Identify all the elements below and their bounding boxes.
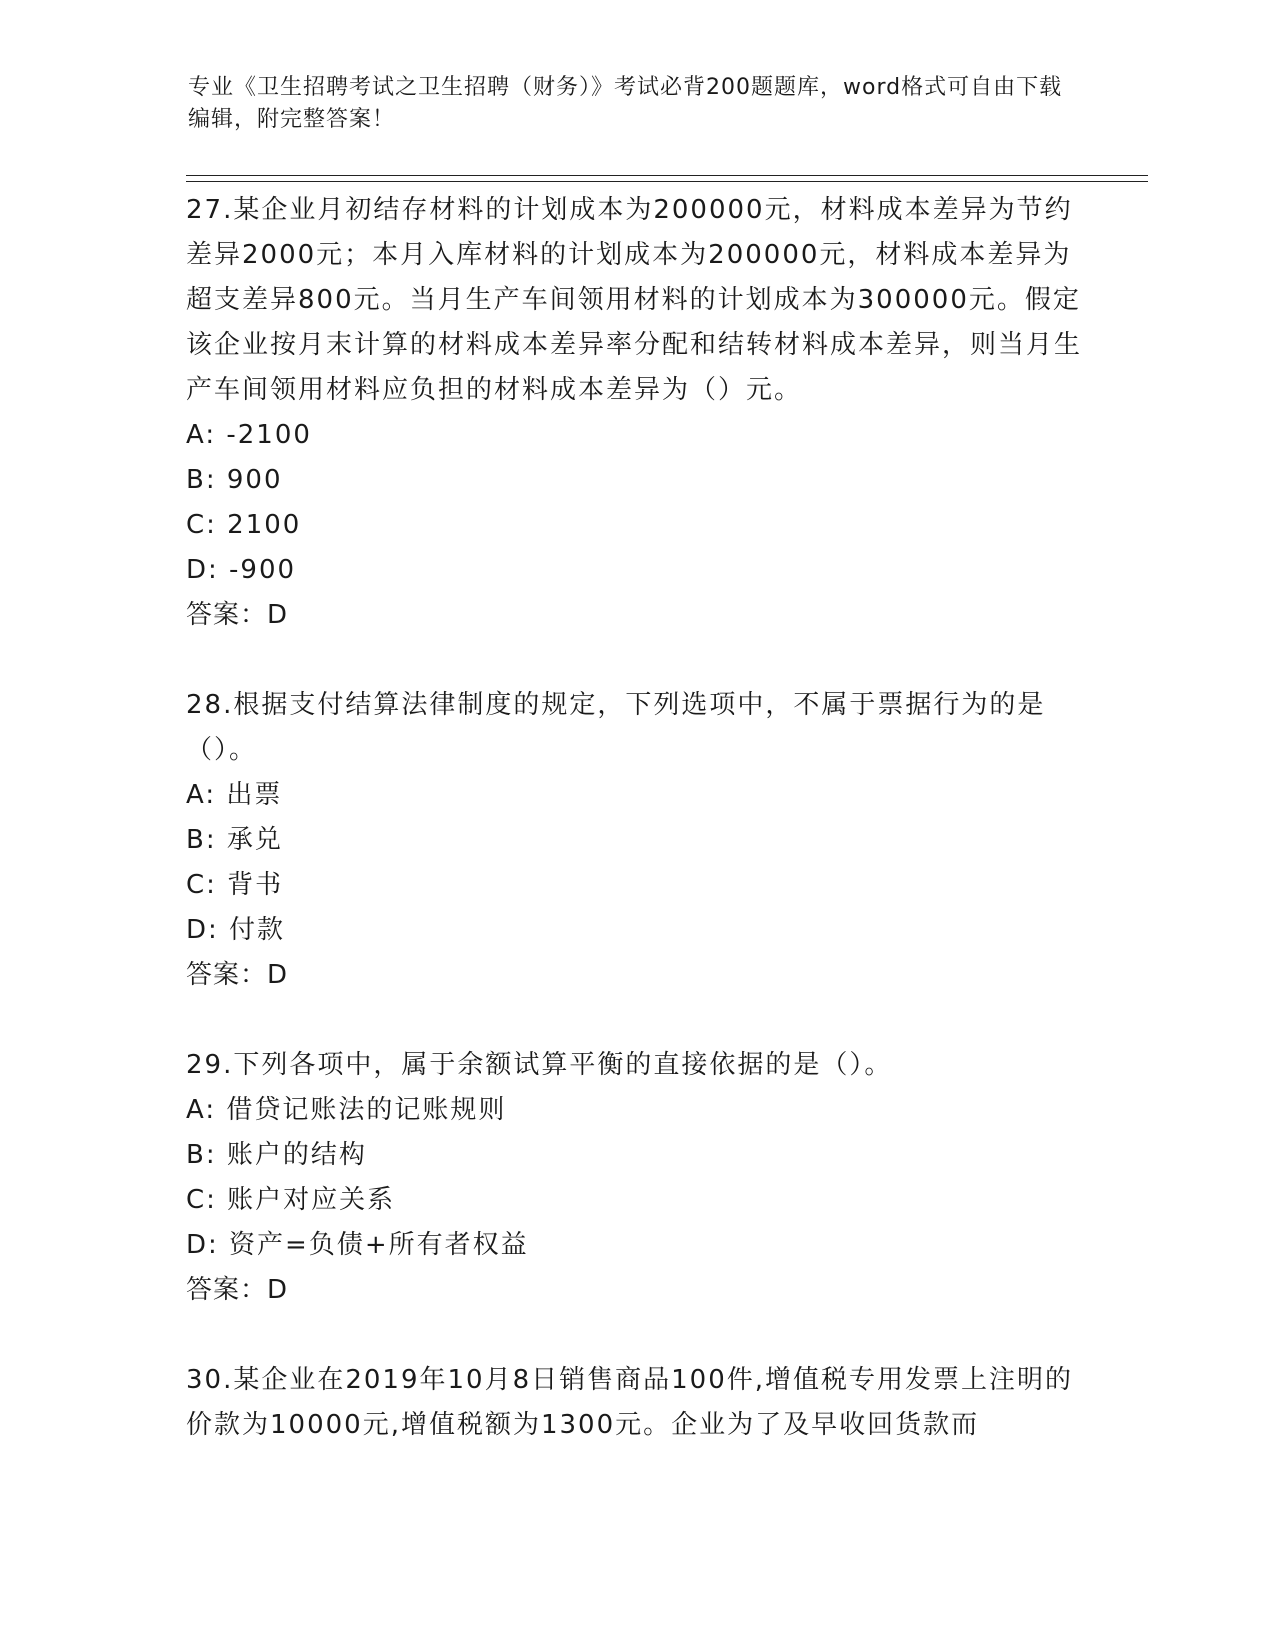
option-b: B: 900: [186, 465, 283, 495]
question-text: 29.下列各项中，属于余额试算平衡的直接依据的是（）。: [186, 1050, 893, 1080]
option-b: B: 承兑: [186, 825, 283, 855]
option-c: C: 账户对应关系: [186, 1185, 396, 1215]
question-text: 30.某企业在2019年10月8日销售商品100件,增值税专用发票上注明的价款为10000元,增值税额为1300元。企业为了及早收回货款而: [186, 1365, 1074, 1440]
page-header: 专业《卫生招聘考试之卫生招聘（财务）》考试必背200题题库，word格式可自由下载编辑，附完整答案！: [188, 75, 1063, 132]
question-28: [186, 683, 1086, 998]
option-d: D: 资产=负债+所有者权益: [186, 1230, 529, 1260]
question-spacer: [186, 998, 1086, 1043]
answer: 答案：D: [186, 1275, 289, 1305]
answer: 答案：D: [186, 960, 289, 990]
question-27: [186, 188, 1086, 638]
question-spacer: [186, 1313, 1086, 1358]
option-a: A: 借贷记账法的记账规则: [186, 1095, 507, 1125]
option-c: C: 2100: [186, 510, 302, 540]
question-29: [186, 1043, 1086, 1313]
option-c: C: 背书: [186, 870, 284, 900]
option-a: A: -2100: [186, 420, 312, 450]
header-rule-bottom: [186, 181, 1148, 182]
option-d: D: 付款: [186, 915, 286, 945]
question-text: 28.根据支付结算法律制度的规定，下列选项中，不属于票据行为的是（）。: [186, 690, 1046, 765]
header-rule-top: [186, 175, 1148, 176]
option-b: B: 账户的结构: [186, 1140, 367, 1170]
question-list: [186, 188, 1086, 1448]
answer: 答案：D: [186, 600, 289, 630]
question-text: 27.某企业月初结存材料的计划成本为200000元，材料成本差异为节约差异2000元；本月入库材料的计划成本为200000元，材料成本差异为超支差异800元。当月生产车间领用材料的计划成本为300000元。假定该企业按月末计算的材料成本差异率分配和结转材料成本差异，则当月生产车间领用材料应负担的材料成本差异为（）元。: [186, 195, 1083, 405]
option-d: D: -900: [186, 555, 297, 585]
question-spacer: [186, 638, 1086, 683]
question-30: [186, 1358, 1086, 1448]
option-a: A: 出票: [186, 780, 283, 810]
